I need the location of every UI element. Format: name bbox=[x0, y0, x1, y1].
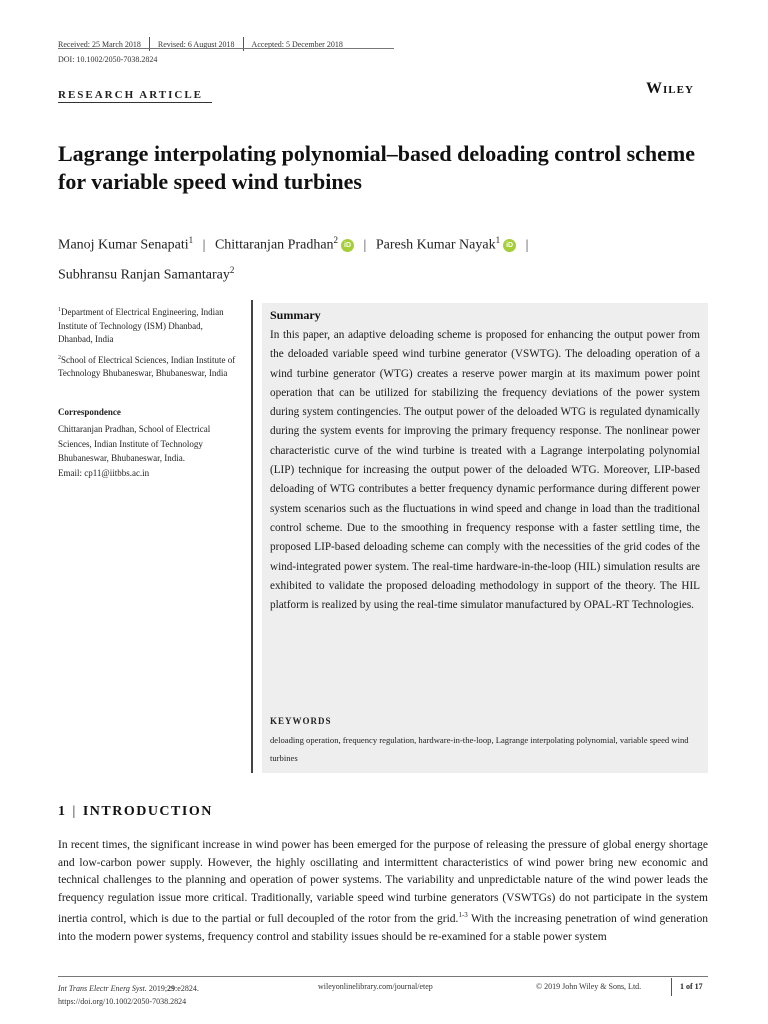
section-heading: 1 | INTRODUCTION bbox=[58, 804, 213, 819]
copyright: © 2019 John Wiley & Sons, Ltd. bbox=[536, 982, 642, 991]
footer-doi-link[interactable]: https://doi.org/10.1002/2050-7038.2824 bbox=[58, 997, 187, 1006]
introduction-text: In recent times, the significant increase in wind power has been emerged for the purpose of releasing the pressure of global energy shortage and low-carbon power supply. However, the highly oscillating and intermittent characteristics of wind power bring new economic and technical challenges to the planning and operation of power systems. The variability and unpredictable nature of the wind power leads the frequency regulation issue more critical. Traditionally, variable speed wind turbine generators (VSWTGs) do not participate in the system inertia control, which is due to the partial or full decoupled of the rotor from the grid.$^{1-3}$ With the increasing penetration of wind generation into the modern power systems, frequency control and stability issues should be re-examined for a stable power system bbox=[58, 839, 708, 943]
divider bbox=[671, 978, 672, 996]
orcid-icon[interactable]: iD bbox=[503, 239, 516, 252]
keywords-heading: KEYWORDS bbox=[270, 716, 332, 726]
doi: DOI: 10.1002/2050-7038.2824 bbox=[58, 55, 158, 64]
article-type-rule bbox=[58, 102, 212, 103]
page-number: 1 of 17 bbox=[680, 982, 703, 991]
author-name[interactable]: Paresh Kumar Nayak bbox=[375, 237, 496, 253]
author-name[interactable]: Chittaranjan Pradhan bbox=[214, 237, 334, 253]
correspondence-email[interactable]: Email: cp11@iitbbs.ac.in bbox=[58, 467, 150, 478]
keywords-text: deloading operation, frequency regulation, hardware-in-the-loop, Lagrange interpolating polynomial, variable speed wind turbines bbox=[270, 735, 689, 763]
affiliation-marker: 2 bbox=[229, 264, 235, 275]
footer-citation: Int Trans Electr Energ Syst. 2019;29:e2824. https://doi.org/10.1002/2050-7038.2824 bbox=[58, 984, 199, 1006]
affiliation-marker: 1 bbox=[188, 235, 194, 245]
received-date: Received: 25 March 2018 bbox=[58, 39, 141, 49]
correspondence bbox=[58, 422, 243, 480]
article-type: RESEARCH ARTICLE bbox=[58, 89, 204, 101]
affiliation-marker: 1 bbox=[495, 235, 501, 245]
footer-rule bbox=[58, 976, 708, 977]
citation[interactable]: 1-3 bbox=[458, 911, 468, 920]
summary-text: In this paper, an adaptive deloading scheme is proposed for enhancing the output power from the deloaded variable speed wind turbine generator (VSWTG). The deloading operation of a wind turbine generator (WTG) creates a reserve power margin at its maximum power point operation that can be utilized for stabilizing the frequency deviations of the power system during system contingencies. The output power of the deloaded WTG is regulated dynamically during the system events for improving the primary frequency response. The nonlinear power characteristic curve of the wind turbine is treated with a Lagrange interpolating polynomial (LIP) technique for increasing the output power of the deloaded WTG. Moreover, LIP-based deloading of WTG contributes a better frequency dynamic performance during different power system scenarios such as the fluctuations in wind speed and change in load than the traditional control scheme. Due to the smoothing in frequency response with a faster settling time, the proposed LIP-based deloading scheme can comply with the necessities of the grid codes of the wind-integrated power system. The real-time hardware-in-the-loop (HIL) simulation results are exhibited to validate the proposed deloading methodology in support of the theory. The HIL platform is realized by using the real-time simulator manufactured by OPAL-RT Technologies. bbox=[270, 329, 700, 612]
author-list: Manoj Kumar Senapati$^1$ | Chittaranjan Pradhan$^2$iD | Paresh Kumar Nayak$^1$iD | Subhransu Ranjan Samantaray$^2$ bbox=[58, 235, 529, 283]
accepted-date: Accepted: 5 December 2018 bbox=[251, 39, 343, 49]
article-title: Lagrange interpolating polynomial–based deloading control scheme for variable speed wind turbines bbox=[58, 141, 696, 194]
revised-date: Revised: 6 August 2018 bbox=[157, 39, 235, 49]
orcid-icon[interactable]: iD bbox=[341, 239, 354, 252]
affiliation: $^2$School of Electrical Sciences, Indian Institute of Technology Bhubaneswar, Bhubaneswar, India bbox=[58, 354, 236, 378]
author-name[interactable]: Manoj Kumar Senapati bbox=[58, 237, 189, 253]
affiliation: $^1$Department of Electrical Engineering, Indian Institute of Technology (ISM) Dhanbad, Dhanbad, India bbox=[58, 307, 224, 344]
author-name[interactable]: Subhransu Ranjan Samantaray bbox=[58, 267, 230, 283]
correspondence-text: Chittaranjan Pradhan, School of Electrical Sciences, Indian Institute of Technology Bhubaneswar, Bhubaneswar, India. bbox=[58, 424, 211, 463]
header-rule bbox=[58, 48, 394, 49]
affiliations bbox=[58, 304, 238, 386]
publisher-logo: Wiley bbox=[646, 80, 694, 97]
affiliation-marker: 2 bbox=[333, 235, 339, 245]
summary-heading: Summary bbox=[270, 308, 321, 322]
correspondence-heading: Correspondence bbox=[58, 407, 121, 417]
summary-divider bbox=[251, 300, 253, 773]
journal-site-link[interactable]: wileyonlinelibrary.com/journal/etep bbox=[318, 982, 433, 991]
